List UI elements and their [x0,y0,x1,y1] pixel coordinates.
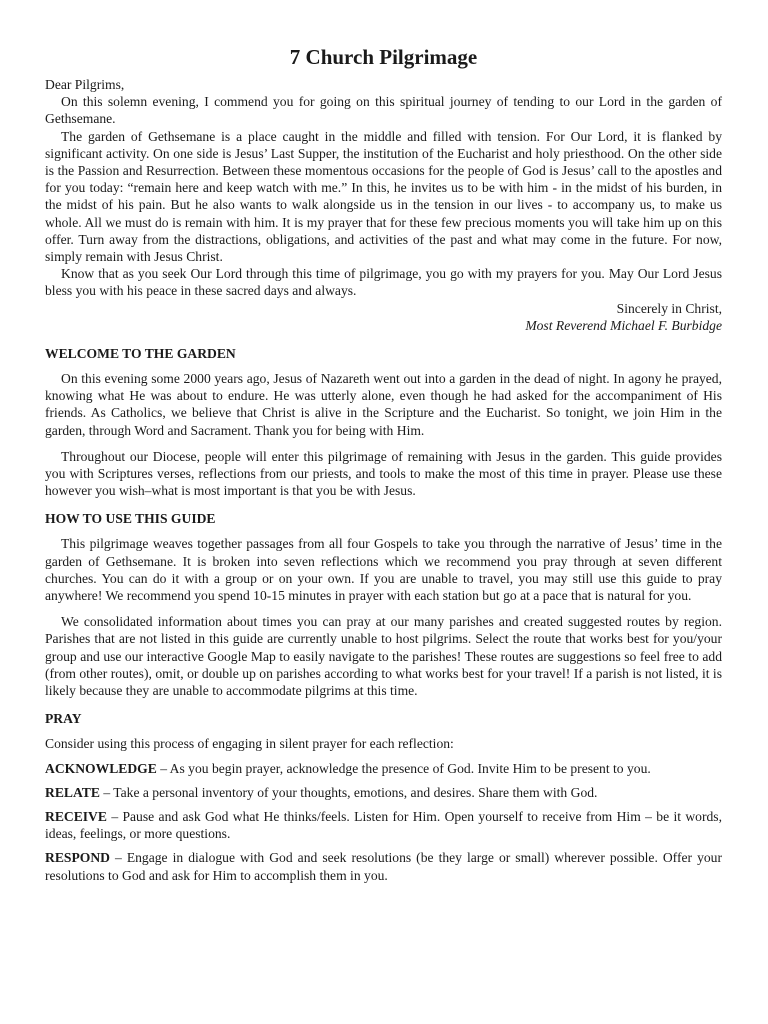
step-text: – Take a personal inventory of your thoughts, emotions, and desires. Share them with God. [103,784,598,800]
pray-step-respond [45,849,722,883]
letter-paragraph: On this solemn evening, I commend you for going on this spiritual journey of tending to our Lord in the garden of Gethsemane. [45,94,722,127]
letter-signature: Most Reverend Michael F. Burbidge [525,317,722,333]
section-heading-pray: PRAY [45,711,82,727]
letter-paragraph: The garden of Gethsemane is a place caught in the middle and filled with tension. For Our Lord, it is flanked by significant activity. On one side is Jesus’ Last Supper, the institution of the Eucharist and holy priesthood. On the other side is the Passion and Resurrection. Between these momentous occasions for the people of God is Jesus’ call to the apostles and for you today: “remain here and keep watch with me.” In this, he invites us to be with him - in the midst of his burden, in the midst of his pain. But he also wants to walk alongside us in the tension in our lives - to accompany us, to make us whole. All we must do is remain with him. It is my prayer that for these few precious moments you will take him up on this offer. Turn away from the distractions, obligations, and activities of the past and what may come in the future. For now, simply remain with Jesus Christ. [45,128,722,265]
pray-step-receive [45,808,722,842]
step-text: – Pause and ask God what He thinks/feels. Listen for Him. Open yourself to receive from Him – be it words, ideas, feelings, or more questions. [45,808,722,842]
letter-closing: Sincerely in Christ, [616,300,722,316]
howto-paragraph: This pilgrimage weaves together passages from all four Gospels to take you through the narrative of Jesus’ time in the garden of Gethsemane. It is broken into seven reflections which we recommend you pray through at seven different churches. You can do it with a group or on your own. If you are unable to travel, you may still use this guide to pray anywhere! We recommend you spend 10-15 minutes in prayer with each station but go at a pace that is natural for you. [45,536,722,604]
pray-step-relate [45,784,722,801]
letter-paragraph: Know that as you seek Our Lord through this time of pilgrimage, you go with my prayers for you. May Our Lord Jesus bless you with his peace in these sacred days and always. [45,266,722,299]
page-title: 7 Church Pilgrimage [289,45,478,69]
letter-salutation: Dear Pilgrims, [45,77,125,92]
step-term: ACKNOWLEDGE [45,760,157,776]
step-term: RELATE [45,784,100,800]
howto-paragraph: We consolidated information about times you can pray at our many parishes and created suggested routes by region. Parishes that are not listed in this guide are currently unable to host pilgrims. Select the route that works best for you/your group and use our interactive Google Map to easily navigate to the parishes! These routes are suggestions so feel free to add (from other routes), omit, or double up on parishes according to what works best for your travel! If a parish is not listed, it is likely because they are unable to accommodate pilgrims at this time. [45,614,722,699]
step-term: RECEIVE [45,808,107,824]
section-heading-howto: HOW TO USE THIS GUIDE [45,511,216,527]
pray-intro: Consider using this process of engaging in silent prayer for each reflection: [45,736,454,752]
pray-step-acknowledge [45,760,722,777]
step-term: RESPOND [45,850,110,866]
section-heading-welcome: WELCOME TO THE GARDEN [45,346,236,362]
welcome-paragraph: Throughout our Diocese, people will enter this pilgrimage of remaining with Jesus in the garden. This guide provides you with Scriptures verses, reflections from our priests, and tools to make the most of this time in prayer. Please use these however you wish–what is most important is that you be with Jesus. [45,448,722,499]
welcome-paragraph: On this evening some 2000 years ago, Jesus of Nazareth went out into a garden in the dead of night. In agony he prayed, knowing what He was about to endure. He was utterly alone, even though he had asked for the accompaniment of His friends. As Catholics, we believe that Christ is alive in the Scripture and the Eucharist. So tonight, we join Him in the garden, through Word and Sacrament. Thank you for being with Him. [45,371,722,438]
step-text: – Engage in dialogue with God and seek resolutions (be they large or small) wherever possible. Offer your resolutions to God and ask for Him to accomplish them in you. [45,850,722,883]
step-text: – As you begin prayer, acknowledge the presence of God. Invite Him to be present to you. [160,760,651,776]
